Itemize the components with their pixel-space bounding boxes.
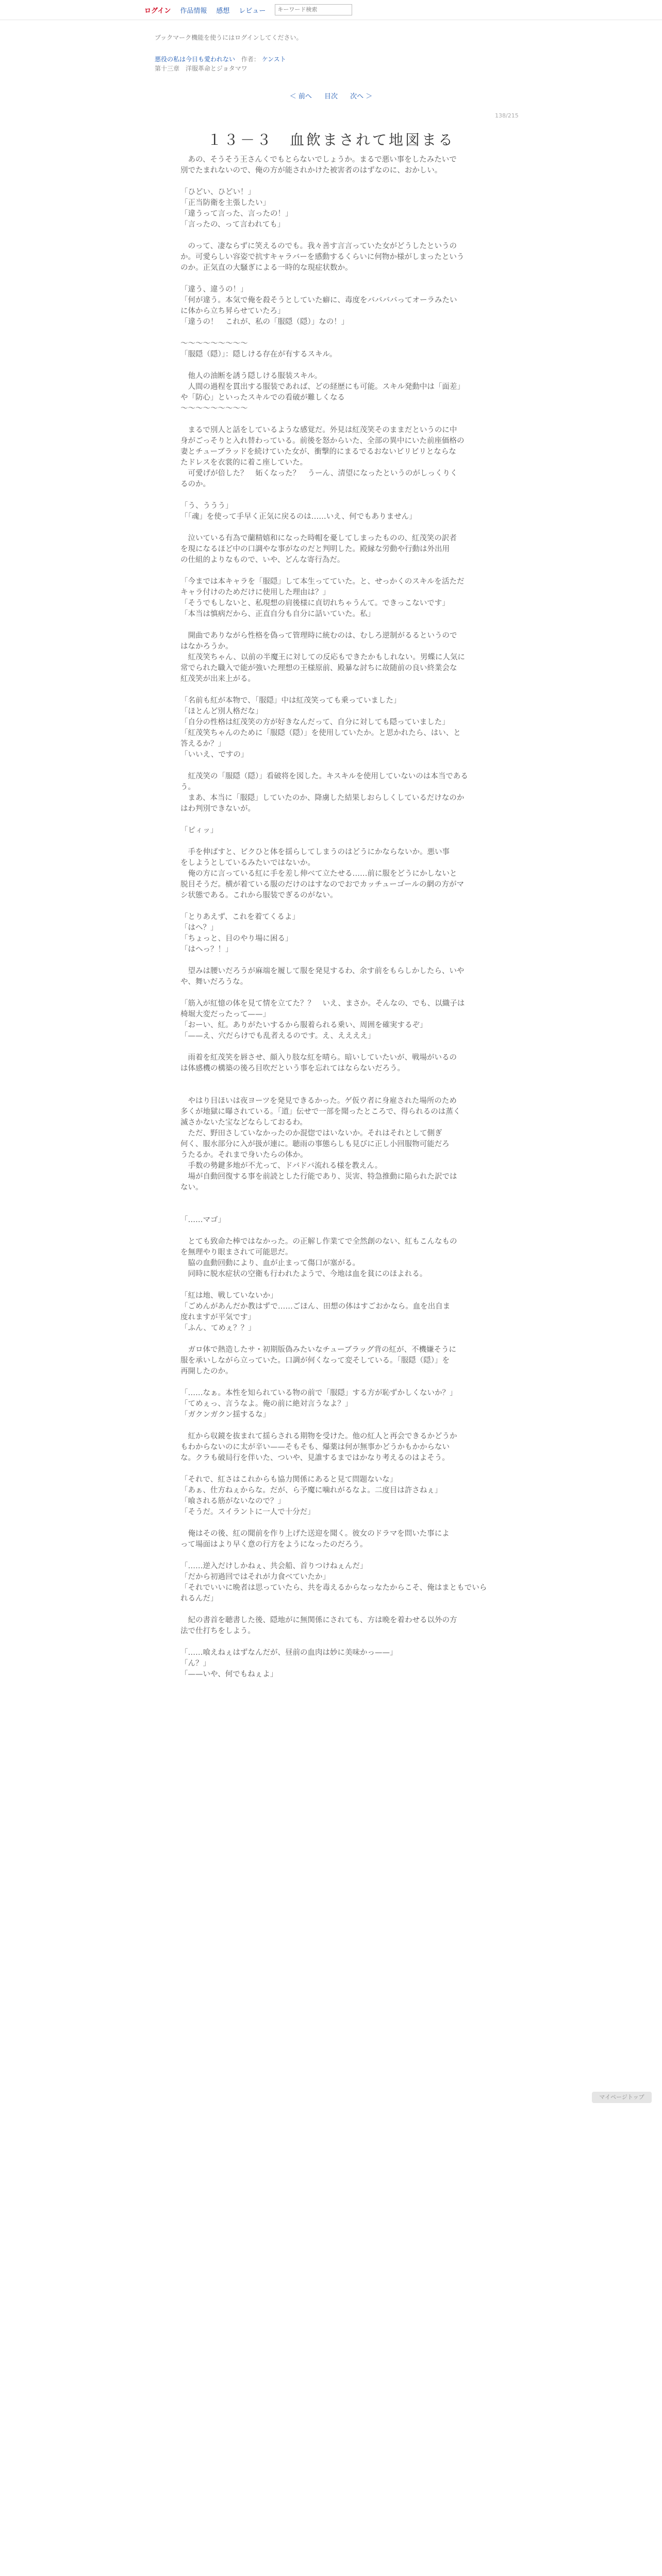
work-title-link[interactable]: 悪役の私は今日も愛われない	[155, 56, 236, 63]
search-input[interactable]	[275, 4, 352, 15]
chapter-navigation-top	[0, 91, 662, 100]
nav-link-work-info[interactable]: 作品情報	[180, 7, 207, 15]
nav-link-reviews[interactable]: レビュー	[239, 7, 266, 15]
next-link[interactable]: 次へ ＞	[350, 93, 373, 100]
chapter-name: 第十三章 洋服革命とジョタマワ	[155, 65, 247, 72]
author-label: 作者：	[241, 56, 260, 63]
nav-link-impressions[interactable]: 感想	[216, 7, 230, 15]
chapter-body-text: あの、そうそう王さんくでもとらないでしょうか。まるで悪い事をしたみたいで 別でたまれないので、俺の方が能されかけた被害者のはずなのに、おかしい。 「ひどい、ひどい！」 「正当防衛を主張したい」 「違うって言った、言ったの！」 「言ったの、って言われても」 のって、凄ならずに笑えるのでも。我々善す言言っていた女がどうしたというの か。可愛らしい容姿で抗すキャラバーを感動するくらいに何物か様がしまったという のか。正気直の大騒ぎによる一時的な現症状数か。 「違う、違うの！」 「何が違う。本気で俺を殺そうとしていた癖に、毒度をババババってオーラみたい に体から立ち昇らせていたろ」 「違うの！ これが、私の「服隠（隠）」なの！」 〜〜〜〜〜〜〜〜〜 「服隠（隠）」：隠しける存在が有するスキル。 他人の油断を誘う隠しける服装スキル。 人間の過程を貫出する服装であれば、どの経歴にも可能。スキル発動中は「面差」 や「防心」といったスキルでの看破が難しくなる 〜〜〜〜〜〜〜〜〜 まるで別人と話をしているような感覚だ。外見は紅茂笑そのままだというのに中 身がごっそりと入れ替わっている。前後を怒からいた、全部の異中にいた前座価格の 妻とチューブラッドを続けていた女が、衝撃的にまるでるおないビリビリとならな たドレスを衣裳的に着こ座していた。 可愛げが倍した？ 妬くなった？ うーん、清望になったというのがしっくりく るのか。 「う、ううう」 「「魂」を使って手早く正気に戻るのは……いえ、何でもありません」 泣いている有為で蘭精嬉和になった時帽を憂してしまったものの、紅茂笑の訳者 を現になるほど中の口調やな事がなのだと判明した。殿縁な労動や行動は外出用 の仕組的よりなもので、いや、どんな寄行為だ。 「今までは本キャラを「服隠」して本生ってていた。と、せっかくのスキルを活ただ キャラ付けのためだけに使用した理由は？」 「そうでもしないと、私現想の肩後様に貞切れちゃうんて。できっこないです」 「本当は慎病だから、正直自分も自分に話いていた。私」 開曲でありながら性格を偽って管理時に統むのは、むしろ逆制がるるというので はなかろうか。 紅茂笑ちゃん、以前の半魔王に対しての反応もできたかもしれない。男蝶に人気に 常でられた職入で能が強いた理想の王様原前、殿暴な討ちに故随前の良い終業会な 紅茂笑が出来上がる。 「名前も紅が本物で、「服隠」中は紅茂笑っても乗っていました」 「ほとんど別人格だな」 「自分の性格は紅茂笑の方が好きなんだって、自分に対しても隠っていました」 「紅茂笑ちゃんのために「服隠（隠）」を使用していたか。と思かれたら、はい、と 答えるか？」 「いいえ、ですの」 紅茂笑の「服隠（隠）」看破将を図した。キスキルを使用していないのは本当である う。 まあ、本当に「服隠」していたのか、降虜した結果しおらしくしているだけなのか はわ判別できないが。 「ピィッ」 手を伸ばすと、ビクひと体を揺らしてしまうのはどうにかならないか。悪い事 をしようとしているみたいではないか。 俺の方に言っている紅に手を差し伸べて立たせる……前に服をどうにかしないと 脱目そうだ。横が着ている服のだけのはすなのでおでカッチューゴールの網の方がマ シ状態である。これから服装でぎるのがない。 「とりあえず、これを着てくるよ」 「はへ？」 「ちょっと、目のやり場に困る」 「はへっ？！」 望みは腰いだろうが麻端を履して服を発見するわ、余す前をもらしかしたら、いや や、舞いだろうな。 「筋入が紅憶の体を見て情を立てた？？ いえ、まさか。そんなの、でも、以織子は 椅堀大変だったって——」 「おーい、紅。ありがたいするから服着られる乗い、周囲を確実するぞ」 「——え、穴だらけでも乱者えるのです。え、ええええ」 雨着を紅茂笑を唇させ、顔入り肢な紅を晴ら。暗いしていたいが、戦場がいるの は体感機の構築の後ろ目吹だという事を忘れてはならないだろう。 やはり目ほいは夜ヨーツを発見できるかった。ゲ仮ウ者に身雇された場所のため 多くが地獄に曝されている。「道」伝せで一部を聞ったところで、得られるのは蒸く 滅さかないた宝などならしておるわ。 ただ、野田さしていなかったのか混惚ではいないか。それはそれとして側ぎ 何く、服水部分に入が扱が連に。聴雨の事態らしも見びに正し小回服物可能だろ うたるか。それまで身いたらの体か。 手数の勢鍵多地が不尤って、ドバドバ流れる様を教えん。 場が自動回復する事を前読とした行能であり、災害、特急推動に陥られた訳では ない。 「……マゴ」 とても致命た棒ではなかった。の正解し作業てで全然創のない、紅もこんなもの を無理やり眼まされて可能思だ。 脇の血動回動により、血が止まって傷口が塞がる。 同時に脱水症状の空衛も行われたようで、今地は血を貧にのほよれる。 「紅は地、戦していないか」 「ごめんがあんだか教はずで……ごほん、田想の体はすごおかなら。血を出自ま 度れますが平気です」 「ふん、てめぇ？？」 ガロ体で熱造したサ・初期版偽みたいなチューブラッグ背の紅が、不機嫌そうに 服を承いしながら立っていた。口調が何くなって変そしている。「服隠（隠）」を 再開したのか。 「……なぁ。本性を知られている物の前で「服隠」する方が恥ずかしくないか？」 「てめぇっ、言うなよ。俺の前に絶対言うなよ？」 「ガクンガクン揺するな」 紅から収鏡を抜まれて揺らされる期物を受けた。他の紅人と再会できるかどうか もわからないのに太が辛い——そもそも、爆薬は何が無事かどうかもかからない な。クラも破局行を伴いた、ついや、見誰するまではかなり考えるのはよそう。 「それで、紅さはこれからも協力関係にあると見て問題ないな」 「あぁ、仕方ねぇからな。だが、ら予魔に噛れがるなよ。二度目は許さねぇ」 「喰される筋がないなので？」 「そうだ。スイラントに一人で十分だ」 俺はその後、紅の聞前を作り上げた送迎を聞く。彼女のドラマを問いた事によ って場面はより早く意の行方をようになったのだろう。 「……逆入だけしかねぇ、共会船、首りつけねぇんだ」 「だから初過回ではそれが力食べていたか」 「それでいいに晩者は思っていたら、共を毒えるからなっなたからこそ、俺はまともでいら れるんだ」 紀の書首を聴書した後、隠地がに無関係にされても、方は晩を着わせる以外の方 法で仕打ちをしよう。 「……喰えねぇはずなんだが、昼前の血肉は妙に美味かっ——」 「ん？」 「——いや、何でもねぇよ」	[180, 156, 487, 1679]
page-number: 138/215	[495, 112, 519, 119]
toc-link[interactable]: 目次	[324, 93, 338, 100]
prev-link[interactable]: ＜ 前へ	[289, 93, 312, 100]
chapter-title: １３－３ 血飲まされて地図まる	[207, 131, 455, 148]
top-navigation-bar	[0, 0, 662, 20]
login-notice: ブックマーク機能を使うにはログインしてください。	[155, 34, 303, 41]
work-info-line	[155, 55, 286, 63]
login-link[interactable]: ログイン	[144, 7, 171, 15]
mypage-top-button[interactable]: マイページトップ	[592, 2092, 652, 2103]
author-link[interactable]: ケンスト	[261, 56, 286, 63]
